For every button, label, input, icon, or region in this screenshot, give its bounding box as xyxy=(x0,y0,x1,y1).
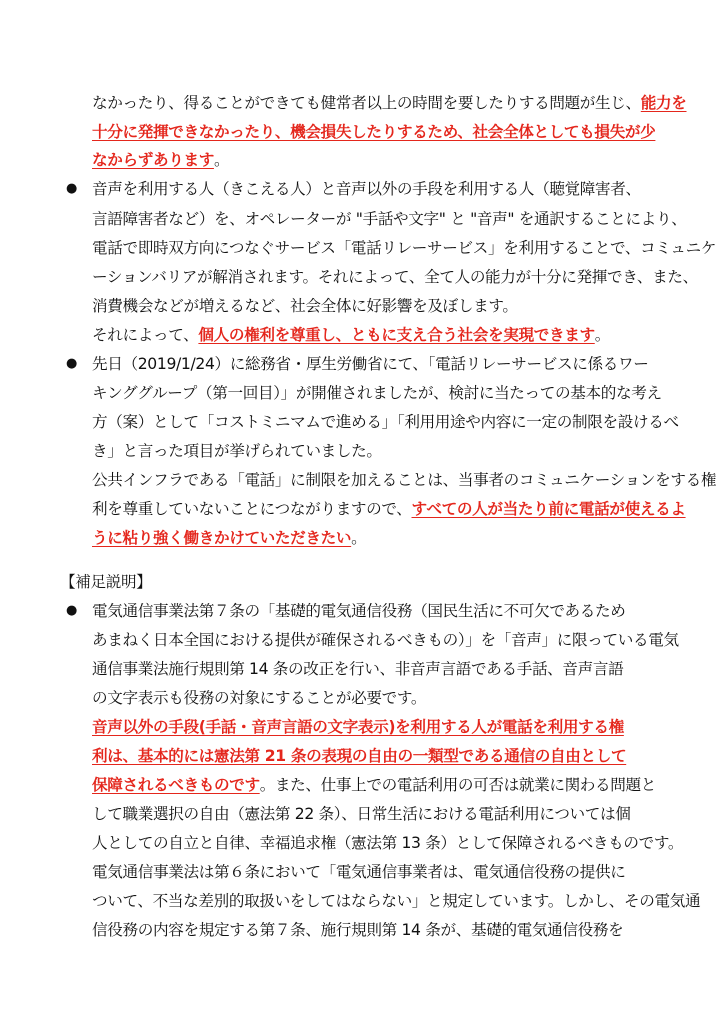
text-line xyxy=(92,630,679,650)
text-line xyxy=(92,688,426,708)
text-line xyxy=(92,325,610,345)
line-text: 電気通信事業法第７条の「基礎的電気通信役務（国民生活に不可欠であるため xyxy=(92,602,626,620)
line-text: 方（案）として「コストミニマムで進める」「利用用途や内容に一定の制限を設けるべ xyxy=(92,413,679,431)
emphasis-text: なからずあります xyxy=(92,151,214,169)
text-line xyxy=(92,862,626,882)
emphasis-text: 能力を xyxy=(640,94,687,112)
text-line xyxy=(92,150,229,170)
line-text: なかったり、得ることができても健常者以上の時間を要したりする問題が生じ、 xyxy=(92,94,641,112)
line-text: それによって、 xyxy=(92,326,199,344)
text-line xyxy=(92,441,382,461)
text-line xyxy=(92,383,662,403)
emphasis-text: 保障されるべきものです xyxy=(92,776,260,794)
text-line xyxy=(92,238,716,258)
line-text: 電話で即時双方向につなぐサービス「電話リレーサービス」を利用することで、コミュニケ xyxy=(92,239,717,257)
text-line xyxy=(92,775,656,795)
line-tail: 。また、仕事上での電話利用の可否は就業に関わる問題と xyxy=(259,776,657,794)
line-tail: 。 xyxy=(351,529,367,547)
section-heading: 【補足説明】 xyxy=(60,573,152,591)
line-text: 人としての自立と自律、幸福追求権（憲法第 13 条）として保障されるべきものです。 xyxy=(92,834,684,852)
text-line xyxy=(92,93,687,113)
line-text: 消費機会などが増えるなど、社会全体に好影響を及ぼします。 xyxy=(92,297,518,315)
line-text: あまねく日本全国における提供が確保されるべきもの）」を「音声」に限っている電気 xyxy=(92,631,679,649)
text-line xyxy=(92,804,631,824)
emphasis-text: 音声以外の手段(手話・音声言語の文字表示)を利用する人が電話を利用する権 xyxy=(92,718,624,736)
line-text: ついて、不当な差別的取扱いをしてはならない」と規定しています。しかし、その電気通 xyxy=(92,892,701,910)
line-text: 通信事業法施行規則第 14 条の改正を行い、非音声言語である手話、音声言語 xyxy=(92,660,624,678)
text-line xyxy=(92,267,698,287)
text-line xyxy=(92,891,700,911)
bullet-icon: ● xyxy=(66,181,78,196)
line-text: 公共インフラである「電話」に制限を加えることは、当事者のコミュニケーションをする権 xyxy=(92,471,717,489)
emphasis-text: 個人の権利を尊重し、ともに支え合う社会を実現できます xyxy=(198,326,595,344)
text-line xyxy=(92,746,626,766)
line-text: の文字表示も役務の対象にすることが必要です。 xyxy=(92,689,427,707)
text-line xyxy=(92,659,623,679)
text-line xyxy=(92,209,687,229)
emphasis-text: 十分に発揮できなかったり、機会損失したりするため、社会全体としても損失が少 xyxy=(92,123,656,141)
line-tail: 。 xyxy=(594,326,610,344)
text-line xyxy=(92,833,683,853)
text-line xyxy=(92,354,649,374)
line-tail: 。 xyxy=(213,151,230,169)
line-text: して職業選択の自由（憲法第 22 条）、日常生活における電話利用については個 xyxy=(92,805,631,823)
line-text: 言語障害者など）を、オペレーターが "手話や文字" と "音声" を通訳することにより、 xyxy=(92,210,687,228)
line-text: 信役務の内容を規定する第７条、施行規則第 14 条が、基礎的電気通信役務を xyxy=(92,921,624,939)
emphasis-text: うに粘り強く働きかけていただきたい xyxy=(92,529,352,547)
text-line xyxy=(92,470,716,490)
text-line xyxy=(92,499,686,519)
bullet-icon: ● xyxy=(66,603,78,618)
line-text: き」と言った項目が挙げられていました。 xyxy=(92,442,382,460)
line-text: 音声を利用する人（きこえる人）と音声以外の手段を利用する人（聴覚障害者、 xyxy=(92,180,641,198)
line-text: ーションバリアが解消されます。それによって、全て人の能力が十分に発揮でき、また、 xyxy=(92,268,698,286)
bullet-icon: ● xyxy=(66,356,78,371)
text-line xyxy=(92,179,641,199)
text-line xyxy=(92,920,623,940)
line-text: キンググループ（第一回目）」が開催されましたが、検討に当たっての基本的な考え xyxy=(92,384,662,402)
line-text: 先日（2019/1/24）に総務省・厚生労働省にて、「電話リレーサービスに係るワー xyxy=(92,355,649,373)
emphasis-text: すべての人が当たり前に電話が使えるよ xyxy=(411,500,686,518)
line-text: 利を尊重していないことにつながりますので、 xyxy=(92,500,412,518)
text-line xyxy=(92,296,518,316)
text-line xyxy=(92,528,366,548)
line-text: 電気通信事業法は第６条において「電気通信事業者は、電気通信役務の提供に xyxy=(92,863,626,881)
text-line xyxy=(92,717,624,737)
text-line xyxy=(92,601,626,621)
text-line xyxy=(92,122,655,142)
emphasis-text: 利は、基本的には憲法第 21 条の表現の自由の一類型である通信の自由として xyxy=(92,747,627,765)
text-line xyxy=(92,412,679,432)
